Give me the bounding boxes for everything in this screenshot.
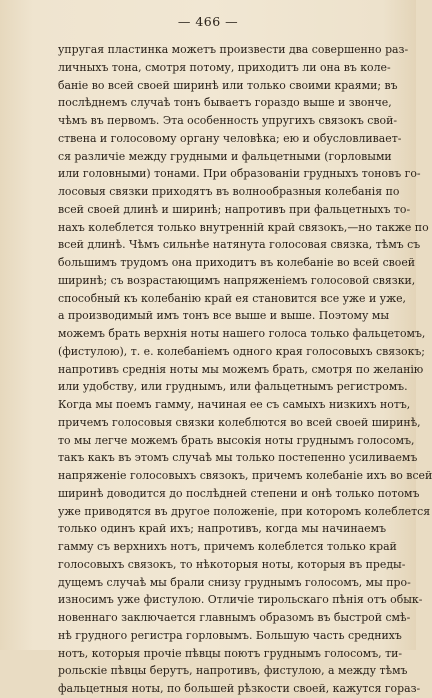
text-line: чѣмъ въ первомъ. Эта особенность упругихъ связокъ свой- xyxy=(58,114,398,127)
text-line: новеннаго заключается главнымъ образомъ въ быстрой смѣ- xyxy=(58,611,411,624)
text-line: голосовыхъ связокъ, то нѣкоторыя ноты, которыя въ преды- xyxy=(58,557,406,571)
text-line: послѣднемъ случаѣ тонъ бываетъ гораздо выше и звонче, xyxy=(58,96,392,110)
text-line: нахъ колеблется только внутренній край связокъ,—но также по xyxy=(58,220,429,234)
text-line: напротивъ среднія ноты мы можемъ брать, смотря по желанію xyxy=(58,362,424,376)
text-line: лосовыя связки приходятъ въ волнообразныя колебанія по xyxy=(58,185,400,198)
text-line: только одинъ край ихъ; напротивъ, когда мы начинаемъ xyxy=(58,522,386,536)
page-number: — 466 — xyxy=(177,14,239,29)
text-line: Когда мы поемъ гамму, начиная ее съ самыхъ низкихъ нотъ, xyxy=(58,398,411,411)
text-line: причемъ голосовыя связки колеблются во всей своей ширинѣ, xyxy=(58,415,421,429)
text-line: или головными) тонами. При образованіи грудныхъ тоновъ го- xyxy=(58,167,421,181)
text-line: ся различіе между грудными и фальцетными (горловыми xyxy=(58,149,392,163)
text-line: уже приводятся въ другое положеніе, при которомъ колеблется xyxy=(58,504,431,518)
text-line: баніе во всей своей ширинѣ или только своими краями; въ xyxy=(58,78,398,92)
text-body xyxy=(58,41,432,698)
text-line: такъ какъ въ этомъ случаѣ мы только постепенно усиливаемъ xyxy=(58,451,418,465)
text-line: гамму съ верхнихъ нотъ, причемъ колеблется только край xyxy=(58,540,397,553)
text-line: или удобству, или груднымъ, или фальцетнымъ регистромъ. xyxy=(58,380,408,394)
text-line: всей длинѣ. Чѣмъ сильнѣе натянута голосовая связка, тѣмъ съ xyxy=(58,238,421,252)
text-line: можемъ брать верхнія ноты нашего голоса только фальцетомъ, xyxy=(58,327,426,340)
text-line: ширинѣ доводится до послѣдней степени и онѣ только потомъ xyxy=(58,486,420,500)
text-line: а производимый имъ тонъ все выше и выше. Поэтому мы xyxy=(58,309,389,323)
text-line: личныхъ тона, смотря потому, приходитъ ли она въ коле- xyxy=(58,60,391,74)
text-line: ширинѣ; съ возрастающимъ напряженіемъ голосовой связки, xyxy=(58,273,416,287)
text-line: износимъ уже фистулою. Отличіе тирольскаго пѣнія отъ обык- xyxy=(58,593,423,607)
text-line: большимъ трудомъ она приходитъ въ колебаніе во всей своей xyxy=(58,256,416,269)
text-line: ствена и голосовому органу человѣка; ею и обусловливает- xyxy=(58,131,402,145)
text-line: дущемъ случаѣ мы брали снизу груднымъ голосомъ, мы про- xyxy=(58,575,411,589)
text-line: всей своей длинѣ и ширинѣ; напротивъ при фальцетныхъ то- xyxy=(58,202,411,216)
text-line: упругая пластинка можетъ произвести два совершенно раз- xyxy=(58,43,409,56)
text-line: (фистулою), т. е. колебаніемъ одного края голосовыхъ связокъ; xyxy=(58,344,425,358)
text-line: рольскіе пѣвцы берутъ, напротивъ, фистулою, а между тѣмъ xyxy=(58,664,408,678)
text-line: то мы легче можемъ брать высокія ноты груднымъ голосомъ, xyxy=(58,433,415,447)
text-line: нотъ, которыя прочіе пѣвцы поютъ груднымъ голосомъ, ти- xyxy=(58,646,403,660)
text-line: нѣ грудного регистра горловымъ. Большую часть среднихъ xyxy=(58,628,402,642)
text-line: способный къ колебанію край ея становится все уже и уже, xyxy=(58,291,407,305)
text-line: напряженіе голосовыхъ связокъ, причемъ колебаніе ихъ во всей xyxy=(58,469,432,482)
text-line: фальцетныя ноты, по большей рѣзкости своей, кажутся гораз- xyxy=(58,682,421,695)
